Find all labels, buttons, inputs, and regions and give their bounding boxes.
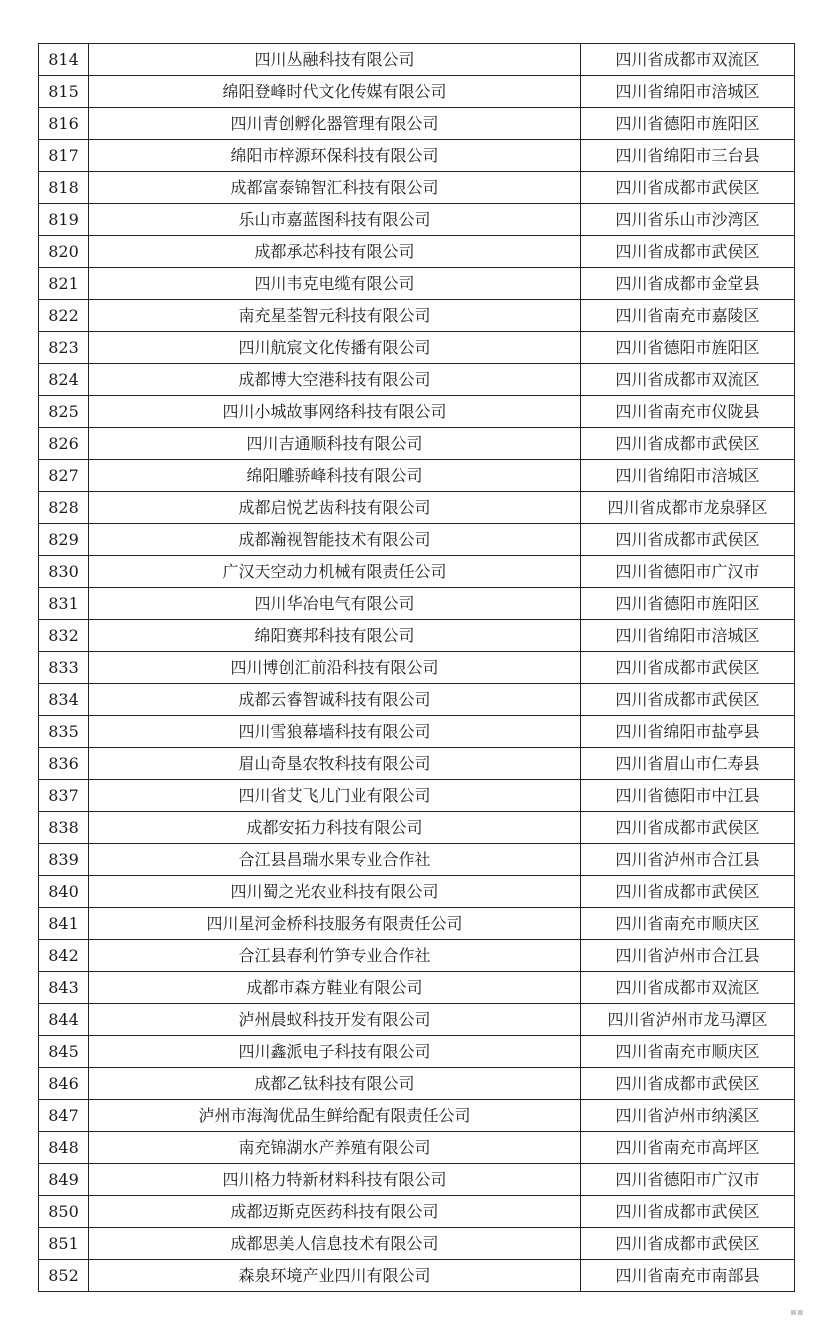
row-number: 843 [39,972,89,1004]
company-location: 四川省成都市武侯区 [581,524,795,556]
company-location: 四川省绵阳市涪城区 [581,76,795,108]
row-number: 820 [39,236,89,268]
company-name: 成都市森方鞋业有限公司 [89,972,581,1004]
table-row [39,844,795,876]
row-number: 823 [39,332,89,364]
company-location: 四川省绵阳市涪城区 [581,620,795,652]
company-location: 四川省成都市双流区 [581,972,795,1004]
row-number: 851 [39,1228,89,1260]
row-number: 842 [39,940,89,972]
row-number: 829 [39,524,89,556]
company-name: 四川蜀之光农业科技有限公司 [89,876,581,908]
table-row [39,460,795,492]
row-number: 837 [39,780,89,812]
table-row [39,780,795,812]
company-name: 四川星河金桥科技服务有限责任公司 [89,908,581,940]
table-row [39,620,795,652]
row-number: 819 [39,204,89,236]
company-name: 四川格力特新材料科技有限公司 [89,1164,581,1196]
row-number: 833 [39,652,89,684]
table-row [39,652,795,684]
company-location: 四川省南充市仪陇县 [581,396,795,428]
row-number: 832 [39,620,89,652]
company-location: 四川省成都市龙泉驿区 [581,492,795,524]
row-number: 836 [39,748,89,780]
table-row [39,1196,795,1228]
company-location: 四川省成都市武侯区 [581,1068,795,1100]
company-location: 四川省成都市武侯区 [581,684,795,716]
company-location: 四川省成都市武侯区 [581,652,795,684]
company-name: 成都瀚视智能技术有限公司 [89,524,581,556]
row-number: 827 [39,460,89,492]
company-list-sheet [38,43,794,1292]
company-name: 合江县昌瑞水果专业合作社 [89,844,581,876]
row-number: 822 [39,300,89,332]
row-number: 846 [39,1068,89,1100]
company-name: 成都承芯科技有限公司 [89,236,581,268]
company-name: 成都安拓力科技有限公司 [89,812,581,844]
company-name: 眉山奇垦农牧科技有限公司 [89,748,581,780]
company-name: 四川丛融科技有限公司 [89,44,581,76]
company-name: 四川华冶电气有限公司 [89,588,581,620]
row-number: 817 [39,140,89,172]
table-row [39,1228,795,1260]
table-row [39,940,795,972]
table-row [39,876,795,908]
row-number: 828 [39,492,89,524]
company-location: 四川省绵阳市涪城区 [581,460,795,492]
table-row [39,396,795,428]
row-number: 824 [39,364,89,396]
company-location: 四川省成都市武侯区 [581,172,795,204]
company-name: 成都富泰锦智汇科技有限公司 [89,172,581,204]
row-number: 831 [39,588,89,620]
company-location: 四川省成都市双流区 [581,364,795,396]
company-location: 四川省成都市武侯区 [581,428,795,460]
company-location: 四川省成都市武侯区 [581,876,795,908]
company-location: 四川省成都市金堂县 [581,268,795,300]
row-number: 816 [39,108,89,140]
company-name: 绵阳市梓源环保科技有限公司 [89,140,581,172]
row-number: 845 [39,1036,89,1068]
company-location: 四川省德阳市旌阳区 [581,108,795,140]
table-row [39,1068,795,1100]
company-location: 四川省德阳市广汉市 [581,556,795,588]
table-row [39,812,795,844]
table-row [39,524,795,556]
row-number: 840 [39,876,89,908]
company-location: 四川省南充市高坪区 [581,1132,795,1164]
row-number: 844 [39,1004,89,1036]
table-row [39,1036,795,1068]
table-row [39,748,795,780]
company-name: 绵阳雕骄峰科技有限公司 [89,460,581,492]
row-number: 826 [39,428,89,460]
company-name: 成都博大空港科技有限公司 [89,364,581,396]
row-number: 830 [39,556,89,588]
row-number: 852 [39,1260,89,1292]
table-row [39,492,795,524]
table-row [39,44,795,76]
company-name: 泸州晨蚁科技开发有限公司 [89,1004,581,1036]
row-number: 818 [39,172,89,204]
company-location: 四川省绵阳市盐亭县 [581,716,795,748]
row-number: 839 [39,844,89,876]
company-name: 绵阳登峰时代文化传媒有限公司 [89,76,581,108]
company-name: 合江县春利竹笋专业合作社 [89,940,581,972]
company-location: 四川省成都市双流区 [581,44,795,76]
table-row [39,108,795,140]
table-row [39,364,795,396]
row-number: 850 [39,1196,89,1228]
company-name: 四川韦克电缆有限公司 [89,268,581,300]
company-name: 广汉天空动力机械有限责任公司 [89,556,581,588]
company-name: 成都启悦艺齿科技有限公司 [89,492,581,524]
company-name: 泸州市海淘优品生鲜给配有限责任公司 [89,1100,581,1132]
company-name: 成都思美人信息技术有限公司 [89,1228,581,1260]
table-row [39,140,795,172]
company-location: 四川省泸州市纳溪区 [581,1100,795,1132]
row-number: 834 [39,684,89,716]
table-row [39,1100,795,1132]
company-name: 四川鑫派电子科技有限公司 [89,1036,581,1068]
company-name: 四川小城故事网络科技有限公司 [89,396,581,428]
row-number: 838 [39,812,89,844]
company-location: 四川省泸州市龙马潭区 [581,1004,795,1036]
company-name: 四川博创汇前沿科技有限公司 [89,652,581,684]
company-name: 南充锦湖水产养殖有限公司 [89,1132,581,1164]
row-number: 835 [39,716,89,748]
company-name: 成都云睿智诚科技有限公司 [89,684,581,716]
row-number: 848 [39,1132,89,1164]
table-row [39,76,795,108]
row-number: 847 [39,1100,89,1132]
row-number: 825 [39,396,89,428]
corner-mark-icon: ▪▪ [790,1307,804,1318]
company-name: 绵阳赛邦科技有限公司 [89,620,581,652]
row-number: 841 [39,908,89,940]
company-name: 四川省艾飞儿门业有限公司 [89,780,581,812]
table-row [39,172,795,204]
table-row [39,684,795,716]
company-location: 四川省德阳市中江县 [581,780,795,812]
company-name: 四川航宸文化传播有限公司 [89,332,581,364]
company-name: 成都乙钛科技有限公司 [89,1068,581,1100]
company-location: 四川省乐山市沙湾区 [581,204,795,236]
company-name: 四川雪狼幕墙科技有限公司 [89,716,581,748]
company-location: 四川省成都市武侯区 [581,1196,795,1228]
table-row [39,1164,795,1196]
company-location: 四川省成都市武侯区 [581,812,795,844]
company-table-body [39,44,795,1292]
row-number: 814 [39,44,89,76]
company-location: 四川省德阳市广汉市 [581,1164,795,1196]
company-name: 成都迈斯克医药科技有限公司 [89,1196,581,1228]
table-row [39,556,795,588]
table-row [39,268,795,300]
company-location: 四川省成都市武侯区 [581,1228,795,1260]
company-location: 四川省德阳市旌阳区 [581,588,795,620]
table-row [39,300,795,332]
company-location: 四川省南充市嘉陵区 [581,300,795,332]
company-location: 四川省眉山市仁寿县 [581,748,795,780]
company-location: 四川省泸州市合江县 [581,844,795,876]
company-location: 四川省德阳市旌阳区 [581,332,795,364]
company-name: 四川吉通顺科技有限公司 [89,428,581,460]
company-location: 四川省泸州市合江县 [581,940,795,972]
table-row [39,236,795,268]
company-name: 森泉环境产业四川有限公司 [89,1260,581,1292]
company-location: 四川省南充市顺庆区 [581,908,795,940]
company-name: 南充星荃智元科技有限公司 [89,300,581,332]
row-number: 821 [39,268,89,300]
row-number: 849 [39,1164,89,1196]
company-name: 乐山市嘉蓝图科技有限公司 [89,204,581,236]
table-row [39,204,795,236]
company-location: 四川省南充市顺庆区 [581,1036,795,1068]
company-table [38,43,795,1292]
company-name: 四川青创孵化器管理有限公司 [89,108,581,140]
table-row [39,428,795,460]
table-row [39,1260,795,1292]
table-row [39,1004,795,1036]
row-number: 815 [39,76,89,108]
table-row [39,716,795,748]
table-row [39,972,795,1004]
table-row [39,588,795,620]
table-row [39,908,795,940]
company-location: 四川省南充市南部县 [581,1260,795,1292]
company-location: 四川省成都市武侯区 [581,236,795,268]
company-location: 四川省绵阳市三台县 [581,140,795,172]
table-row [39,1132,795,1164]
table-row [39,332,795,364]
